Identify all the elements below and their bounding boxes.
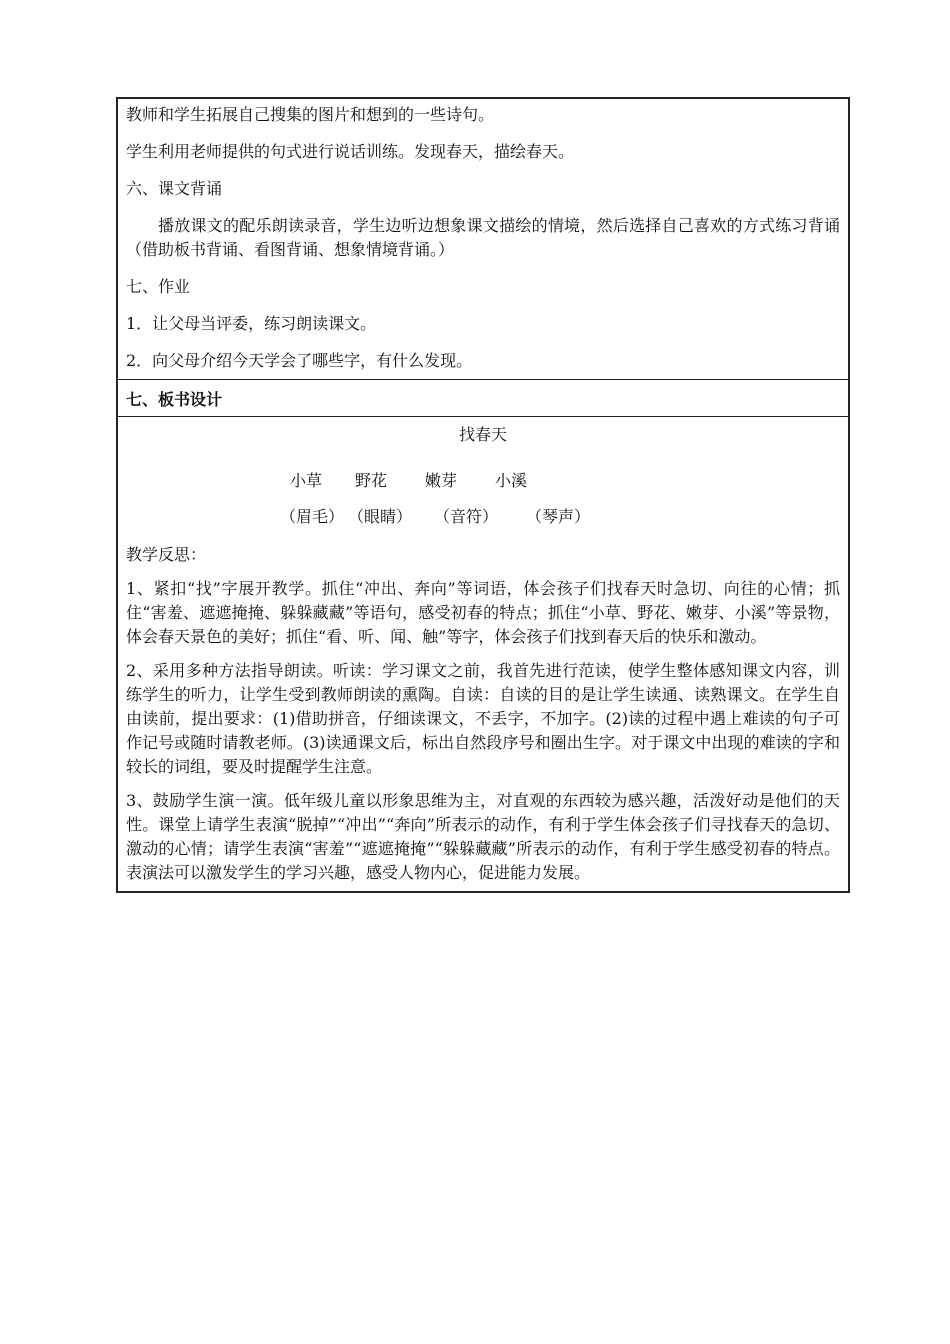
reflection-paragraph: 3、鼓励学生演一演。低年级儿童以形象思维为主，对直观的东西较为感兴趣，活泼好动是他们的天性。课堂上请学生表演“脱掉”“冲出”“奔向”所表示的动作，有利于学生体会孩子们寻找春天的急切、激动的心情；请学生表演“害羞”“遮遮掩掩”“躲躲藏藏”所表示的动作，有利于学生感受初春的特点。表演法可以激发学生的学习兴趣，感受人物内心，促进能力发展。 <box>126 791 840 882</box>
board-metaphor: （音符） <box>434 507 499 526</box>
board-metaphor: （眼睛） <box>348 507 413 526</box>
board-metaphors-row <box>126 505 840 529</box>
homework-item: 1．让父母当评委，练习朗读课文。 <box>126 314 377 333</box>
board-design-header: 七、板书设计 <box>118 380 848 417</box>
homework-item: 2．向父母介绍今天学会了哪些字，有什么发现。 <box>126 351 473 370</box>
reflection-paragraph: 1、紧扣“找”字展开教学。抓住“冲出、奔向”等词语，体会孩子们找春天时急切、向往的心情；抓住“害羞、遮遮掩掩、躲躲藏藏”等语句，感受初春的特点；抓住“小草、野花、嫩芽、小溪”等景物，体会春天景色的美好；抓住“看、听、闻、触”等字，体会孩子们找到春天后的快乐和激动。 <box>126 579 840 646</box>
activity-line: 学生利用老师提供的句式进行说话训练。发现春天，描绘春天。 <box>126 142 575 161</box>
board-design-cell <box>118 417 848 891</box>
board-thing: 小溪 <box>495 471 528 490</box>
reflection-paragraph: 2、采用多种方法指导朗读。听读：学习课文之前，我首先进行范读，使学生整体感知课文内容，训练学生的听力，让学生受到教师朗读的熏陶。自读：自读的目的是让学生读通、读熟课文。在学生自由读前，提出要求：(1)借助拼音，仔细读课文，不丢字，不加字。(2)读的过程中遇上难读的句子可作记号或随时请教老师。(3)读通课文后，标出自然段序号和圈出生字。对于课文中出现的难读的字和较长的词组，要及时提醒学生注意。 <box>126 661 840 776</box>
board-things-row <box>126 469 840 493</box>
board-thing: 野花 <box>355 471 388 490</box>
board-title: 找春天 <box>458 425 507 444</box>
section-heading-recitation: 六、课文背诵 <box>126 179 223 198</box>
recitation-text: 播放课文的配乐朗读录音，学生边听边想象课文描绘的情境，然后选择自己喜欢的方式练习背诵（借助板书背诵、看图背诵、想象情境背诵。） <box>126 216 840 259</box>
activity-line: 教师和学生拓展自己搜集的图片和想到的一些诗句。 <box>126 105 495 124</box>
board-thing: 小草 <box>290 471 323 490</box>
reflection-title: 教学反思： <box>126 545 207 564</box>
board-metaphor: （眉毛） <box>280 507 345 526</box>
activities-cell <box>118 99 848 380</box>
board-thing: 嫩芽 <box>425 471 458 490</box>
lesson-plan-table <box>116 97 850 893</box>
section-heading-homework: 七、作业 <box>126 277 191 296</box>
board-metaphor: （琴声） <box>526 507 591 526</box>
